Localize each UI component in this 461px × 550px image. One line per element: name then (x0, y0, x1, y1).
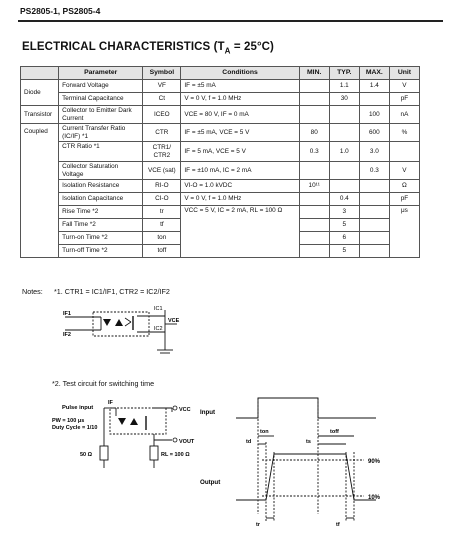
typ-cell (329, 124, 359, 142)
col-header-unit: Unit (389, 67, 419, 80)
conditions-cell: IF = 5 mA, VCE = 5 V (181, 142, 299, 162)
symbol-cell: VCE (sat) (143, 162, 181, 180)
unit-cell (389, 142, 419, 162)
typ-cell: 6 (329, 232, 359, 245)
col-header-parameter: Parameter (59, 67, 143, 80)
parameter-cell: CTR Ratio *1 (59, 142, 143, 162)
document-header: PS2805-1, PS2805-4 (20, 6, 101, 16)
tf-label: tf (336, 522, 340, 528)
unit-cell: pF (389, 93, 419, 106)
max-cell (359, 93, 389, 106)
unit-cell: Ω (389, 180, 419, 193)
parameter-cell: Collector to Emitter Dark Current (59, 106, 143, 124)
switching-waveform (196, 392, 406, 532)
unit-cell: % (389, 124, 419, 142)
typ-cell: 1.0 (329, 142, 359, 162)
typ-cell: 5 (329, 219, 359, 232)
table-header-row (21, 67, 420, 80)
note-1: *1. CTR1 = IC1/IF1, CTR2 = IC2/IF2 (54, 287, 170, 296)
parameter-cell: Terminal Capacitance (59, 93, 143, 106)
symbol-cell: ICEO (143, 106, 181, 124)
table-row (21, 93, 420, 106)
rl-label: RL = 100 Ω (161, 452, 190, 458)
header-rule (18, 20, 443, 22)
unit-cell: μs (389, 206, 419, 258)
pulse-width-label: PW = 100 μs (52, 418, 85, 424)
vce-label: VCE (168, 318, 180, 324)
if2-label: IF2 (63, 332, 71, 338)
max-cell (359, 245, 389, 258)
typ-cell (329, 106, 359, 124)
pulse-input-label: Pulse input (62, 405, 94, 411)
col-header-max: MAX. (359, 67, 389, 80)
col-header-typ: TYP. (329, 67, 359, 80)
parameter-cell: Turn-on Time *2 (59, 232, 143, 245)
output-label: Output (200, 479, 221, 486)
typ-cell: 1.1 (329, 80, 359, 93)
parameter-cell: Current Transfer Ratio (IC/IF) *1 (59, 124, 143, 142)
ctr-test-circuit (55, 300, 205, 362)
section-title: ELECTRICAL CHARACTERISTICS $(T_A = 25^\circ C)$ (22, 41, 274, 56)
min-cell (299, 193, 329, 206)
min-cell: 0.3 (299, 142, 329, 162)
typ-cell: 30 (329, 93, 359, 106)
table-row (21, 124, 420, 142)
note-2: *2. Test circuit for switching time (52, 379, 155, 388)
col-header-min: MIN. (299, 67, 329, 80)
min-cell (299, 245, 329, 258)
unit-cell: V (389, 80, 419, 93)
symbol-cell: toff (143, 245, 181, 258)
symbol-cell: Ct (143, 93, 181, 106)
col-header-group (21, 67, 59, 80)
max-cell (359, 180, 389, 193)
min-cell (299, 206, 329, 219)
symbol-cell: CI-O (143, 193, 181, 206)
parameter-cell: Collector Saturation Voltage (59, 162, 143, 180)
td-label: td (246, 439, 252, 445)
duty-cycle-label: Duty Cycle = 1/10 (52, 425, 98, 431)
table-row (21, 206, 420, 219)
parameter-cell: Turn-off Time *2 (59, 245, 143, 258)
unit-cell: V (389, 162, 419, 180)
conditions-cell: IF = ±5 mA, VCE = 5 V (181, 124, 299, 142)
typ-cell (329, 162, 359, 180)
parameter-cell: Rise Time *2 (59, 206, 143, 219)
max-cell (359, 232, 389, 245)
parameter-cell: Isolation Resistance (59, 180, 143, 193)
min-cell (299, 232, 329, 245)
vout-label: VOUT (179, 439, 195, 445)
min-cell (299, 219, 329, 232)
min-cell: 10¹¹ (299, 180, 329, 193)
group-cell: Transistor (21, 106, 59, 124)
conditions-cell: IF = ±10 mA, IC = 2 mA (181, 162, 299, 180)
typ-cell (329, 180, 359, 193)
group-cell: Diode (21, 80, 59, 106)
r50-label: 50 Ω (80, 452, 93, 458)
symbol-cell: tr (143, 206, 181, 219)
symbol-cell: CTR (143, 124, 181, 142)
min-cell (299, 106, 329, 124)
if1-label: IF1 (63, 311, 71, 317)
symbol-cell: CTR1/ CTR2 (143, 142, 181, 162)
max-cell (359, 193, 389, 206)
notes-label: Notes: (22, 287, 43, 296)
min-cell: 80 (299, 124, 329, 142)
unit-cell: nA (389, 106, 419, 124)
vcc-label: VCC (179, 407, 191, 413)
symbol-cell: RI-O (143, 180, 181, 193)
ic1-label: IC1 (154, 306, 163, 312)
max-cell: 1.4 (359, 80, 389, 93)
table-row (21, 80, 420, 93)
max-cell (359, 206, 389, 219)
p90-label: 90% (368, 459, 381, 465)
table-row (21, 106, 420, 124)
parameter-cell: Isolation Capacitance (59, 193, 143, 206)
typ-cell: 3 (329, 206, 359, 219)
if-label: IF (108, 400, 113, 406)
max-cell: 600 (359, 124, 389, 142)
symbol-cell: ton (143, 232, 181, 245)
parameter-cell: Forward Voltage (59, 80, 143, 93)
unit-cell: pF (389, 193, 419, 206)
conditions-cell: IF = ±5 mA (181, 80, 299, 93)
parameter-cell: Fall Time *2 (59, 219, 143, 232)
table-row (21, 180, 420, 193)
electrical-characteristics-table (20, 66, 420, 258)
typ-cell: 5 (329, 245, 359, 258)
conditions-cell: VCC = 5 V, IC = 2 mA, RL = 100 Ω (181, 206, 299, 258)
group-cell: Coupled (21, 124, 59, 258)
table-row (21, 162, 420, 180)
max-cell (359, 219, 389, 232)
table-row (21, 142, 420, 162)
conditions-cell: VCE = 80 V, IF = 0 mA (181, 106, 299, 124)
input-label: Input (200, 409, 216, 416)
ts-label: ts (306, 439, 311, 445)
max-cell: 3.0 (359, 142, 389, 162)
typ-cell: 0.4 (329, 193, 359, 206)
conditions-cell: V = 0 V, f = 1.0 MHz (181, 193, 299, 206)
symbol-cell: tf (143, 219, 181, 232)
col-header-symbol: Symbol (143, 67, 181, 80)
ton-label: ton (260, 429, 269, 435)
symbol-cell: VF (143, 80, 181, 93)
tr-label: tr (256, 522, 260, 528)
ic2-label: IC2 (154, 326, 163, 332)
toff-label: toff (330, 429, 339, 435)
min-cell (299, 80, 329, 93)
p10-label: 10% (368, 495, 381, 501)
conditions-cell: VI-O = 1.0 kVDC (181, 180, 299, 193)
conditions-cell: V = 0 V, f = 1.0 MHz (181, 93, 299, 106)
max-cell: 0.3 (359, 162, 389, 180)
notes-block (22, 287, 170, 296)
min-cell (299, 162, 329, 180)
switching-test-circuit (44, 396, 204, 474)
max-cell: 100 (359, 106, 389, 124)
col-header-conditions: Conditions (181, 67, 299, 80)
min-cell (299, 93, 329, 106)
table-row (21, 193, 420, 206)
